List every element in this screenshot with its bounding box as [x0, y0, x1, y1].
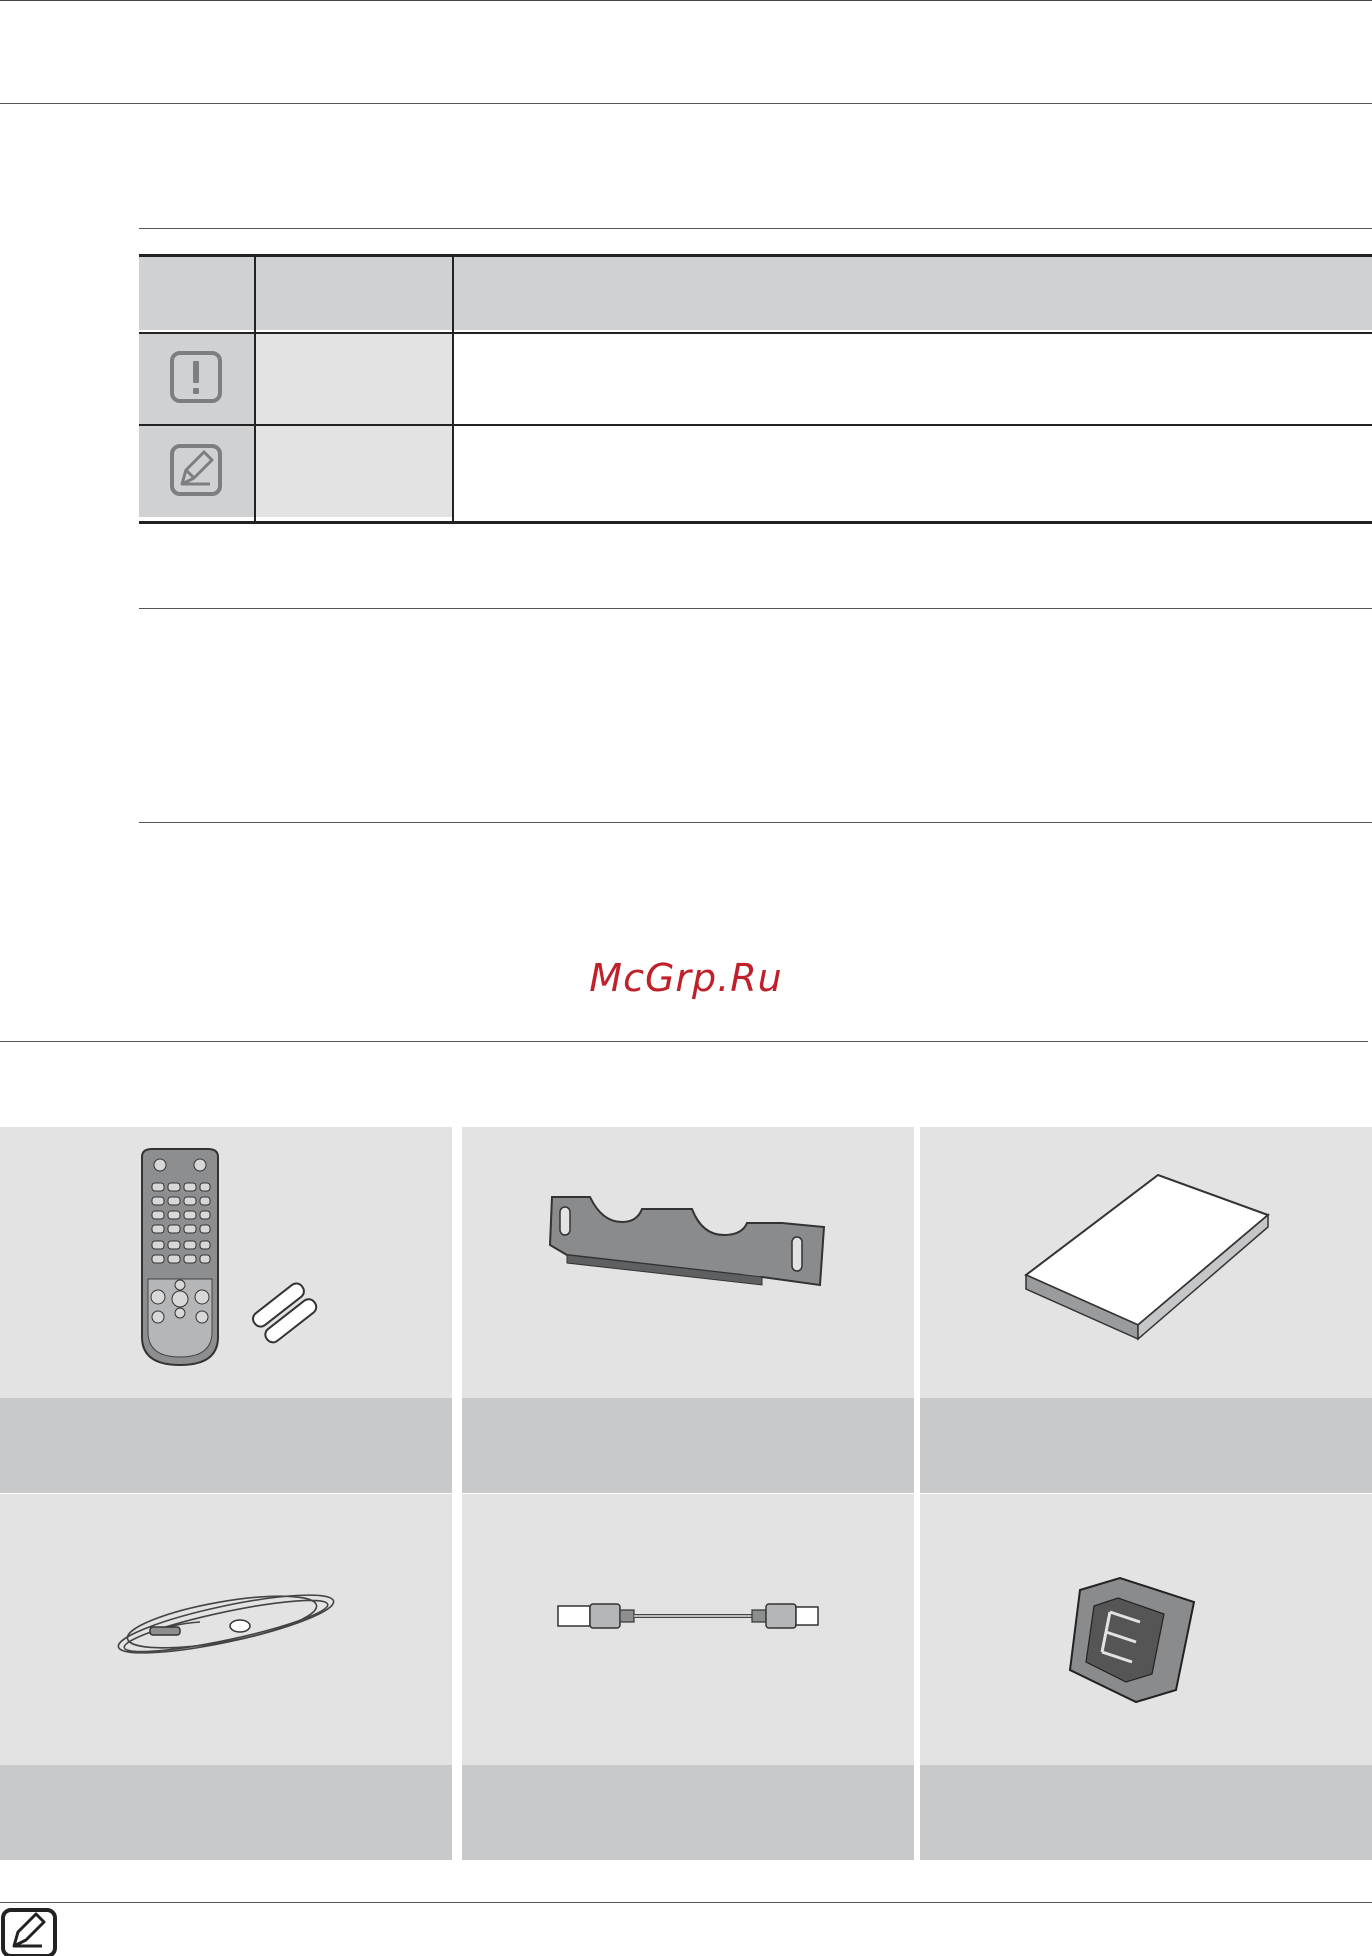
footer-divider — [0, 1902, 1372, 1903]
legend-column-divider — [254, 257, 256, 521]
bracket-icon — [462, 1127, 914, 1398]
components-section-divider — [0, 1041, 1368, 1042]
component-caption-cell — [462, 1398, 914, 1493]
legend-header-name-cell — [256, 257, 453, 330]
header-divider — [0, 103, 1372, 104]
caution-icon — [170, 351, 222, 403]
legend-name-cell — [256, 426, 453, 517]
note-icon — [170, 444, 222, 496]
remote-control-icon — [0, 1127, 452, 1398]
legend-icon-cell — [139, 334, 255, 424]
component-caption-cell — [0, 1398, 452, 1493]
note-icon — [0, 1906, 58, 1956]
component-caption-cell — [920, 1398, 1372, 1493]
watermark-text: McGrp.Ru — [589, 956, 783, 1000]
legend-desc-cell — [454, 426, 1372, 517]
legend-header-icon-cell — [139, 257, 255, 330]
legend-column-divider — [452, 257, 454, 521]
section-divider-3 — [139, 822, 1372, 823]
manual-icon — [920, 1127, 1372, 1398]
icon-legend-table — [139, 254, 1372, 524]
component-caption-cell — [462, 1765, 914, 1860]
component-caption-cell — [920, 1765, 1372, 1860]
legend-header-desc-cell — [454, 257, 1372, 330]
ferrite-core-icon — [920, 1494, 1372, 1765]
top-border — [0, 0, 1372, 1]
section-divider-1 — [139, 228, 1372, 229]
legend-row-note — [139, 424, 1372, 517]
antenna-cable-icon — [0, 1494, 452, 1765]
usb-cable-icon — [462, 1494, 914, 1765]
section-divider-2 — [139, 608, 1372, 609]
legend-header-row — [139, 257, 1372, 330]
component-caption-cell — [0, 1765, 452, 1860]
legend-desc-cell — [454, 334, 1372, 424]
legend-icon-cell — [139, 426, 255, 517]
legend-row-caution — [139, 332, 1372, 424]
legend-name-cell — [256, 334, 453, 424]
